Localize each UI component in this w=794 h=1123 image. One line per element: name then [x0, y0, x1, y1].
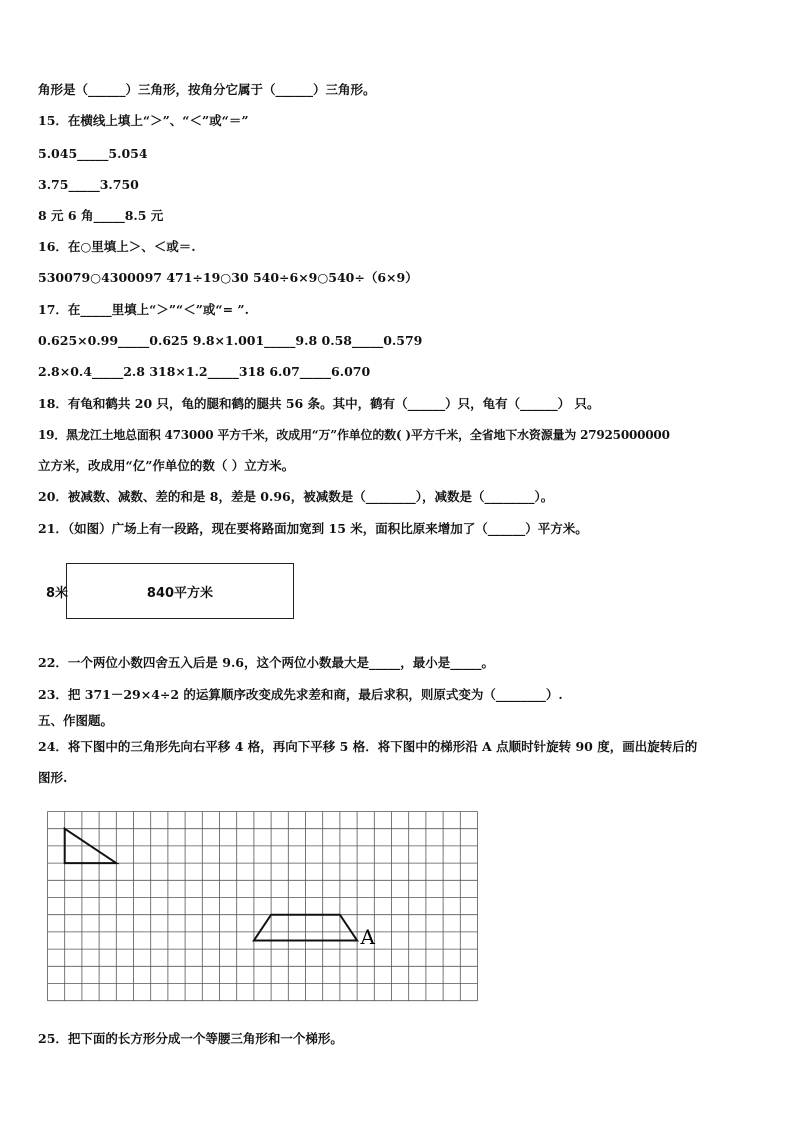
- line-q24: 24．将下图中的三角形先向右平移 4 格，再向下平移 5 格．将下图中的梯形沿 A 点顺时针旋转 90 度，画出旋转后的: [38, 739, 698, 754]
- line-q19-cont: 立方米，改成用“亿”作单位的数（ ）立方米。: [38, 458, 295, 473]
- line-q23: 23．把 371－29×4÷2 的运算顺序改变成先求差和商，最后求积，则原式变为（________）.: [38, 687, 563, 702]
- grid-lines: [48, 812, 478, 1001]
- rect-area-label: 840平方米: [146, 586, 214, 601]
- rect-width-label: 8米: [46, 586, 69, 601]
- line-q15: 15．在横线上填上“＞”、“＜”或“＝”: [38, 113, 249, 128]
- line-q17: 17．在_____里填上“＞”“＜”或“= ”.: [38, 302, 249, 317]
- section-heading: 五、作图题。: [38, 713, 114, 728]
- line-q22: 22．一个两位小数四舍五入后是 9.6，这个两位小数最大是_____，最小是_____。: [38, 655, 494, 670]
- line-q15-a: 5.045_____5.054: [38, 146, 148, 161]
- line-q24-cont: 图形.: [38, 770, 68, 785]
- line-q25: 25．把下面的长方形分成一个等腰三角形和一个梯形。: [38, 1031, 343, 1046]
- line-q16: 16．在○里填上＞、＜或＝.: [38, 239, 196, 254]
- line-q15-c: 8 元 6 角_____8.5 元: [38, 208, 164, 223]
- point-a-label: A: [360, 924, 375, 949]
- line-q21: 21．（如图）广场上有一段路，现在要将路面加宽到 15 米，面积比原来增加了（______）平方米。: [38, 521, 588, 536]
- line-q14-cont: 角形是（______）三角形，按角分它属于（______）三角形。: [38, 82, 376, 97]
- line-q17-row1: 0.625×0.99_____0.625 9.8×1.001_____9.8 0.58_____0.579: [38, 333, 423, 348]
- drawing-grid: [46, 810, 482, 1010]
- line-q20: 20．被减数、减数、差的和是 8，差是 0.96，被减数是（________），减数是（________）。: [38, 489, 554, 504]
- line-q17-row2: 2.8×0.4_____2.8 318×1.2_____318 6.07_____6.070: [38, 364, 371, 379]
- line-q15-b: 3.75_____3.750: [38, 177, 139, 192]
- line-q16-items: 530079○4300097 471÷19○30 540÷6×9○540÷（6×9）: [38, 270, 418, 285]
- line-q19: 19．黑龙江土地总面积 473000 平方千米，改成用“万”作单位的数( )平方千米，全省地下水资源量为 27925000000: [38, 428, 670, 442]
- line-q18: 18．有龟和鹤共 20 只，龟的腿和鹤的腿共 56 条。其中，鹤有（______）只，龟有（______） 只。: [38, 396, 600, 411]
